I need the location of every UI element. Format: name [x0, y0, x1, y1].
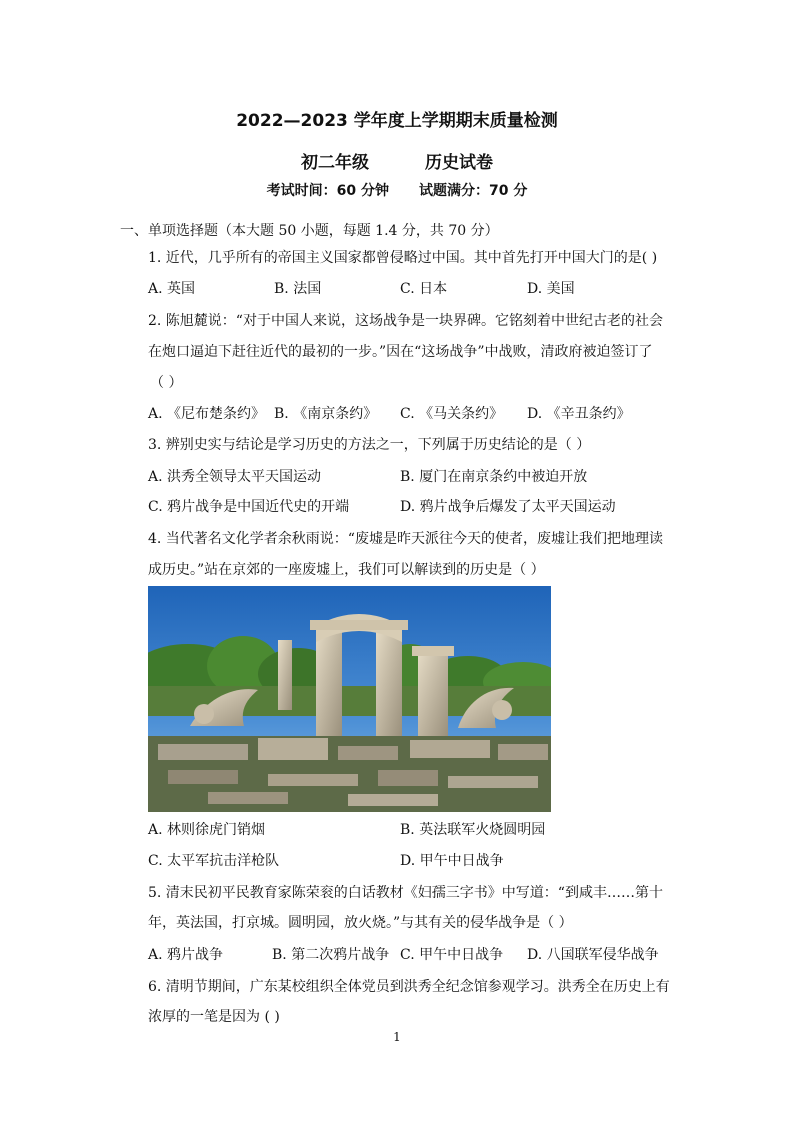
exam-title: 2022—2023 学年度上学期期末质量检测 [236, 111, 558, 131]
question-2-text-line-3: （ ） [150, 375, 183, 391]
question-4-option-c: C. 太平军抗击洋枪队 [148, 853, 280, 869]
section-heading: 一、单项选择题（本大题 50 小题，每题 1.4 分，共 70 分） [120, 223, 499, 239]
ruins-photo [148, 586, 551, 812]
question-1-option-d: D. 美国 [527, 281, 575, 297]
question-2-text-line-1: 2. 陈旭麓说：“对于中国人来说，这场战争是一块界碑。它铭刻着中世纪古老的社会 [148, 313, 663, 329]
question-2-text-line-2: 在炮口逼迫下赶往近代的最初的一步。”因在“这场战争”中战败，清政府被迫签订了 [148, 344, 653, 360]
grade-label: 初二年级 [301, 153, 369, 173]
exam-subtitle [0, 148, 794, 173]
question-3-option-b: B. 厦门在南京条约中被迫开放 [400, 469, 588, 485]
question-3-option-c: C. 鸦片战争是中国近代史的开端 [148, 499, 350, 515]
question-5-text-line-1: 5. 清末民初平民教育家陈荣衮的白话教材《妇孺三字书》中写道：“到咸丰……第十 [148, 885, 663, 901]
question-3-option-a: A. 洪秀全领导太平天国运动 [148, 469, 322, 485]
page-number: 1 [393, 1030, 401, 1044]
question-4-option-b: B. 英法联军火烧圆明园 [400, 822, 546, 838]
subject-label: 历史试卷 [425, 153, 493, 173]
question-1-option-a: A. 英国 [148, 281, 196, 297]
exam-time: 考试时间：60 分钟 [266, 183, 389, 199]
question-3-text: 3. 辨别史实与结论是学习历史的方法之一，下列属于历史结论的是（ ） [148, 437, 591, 453]
question-6-text-line-1: 6. 清明节期间，广东某校组织全体党员到洪秀全纪念馆参观学习。洪秀全在历史上有 [148, 979, 670, 995]
question-4-option-d: D. 甲午中日战争 [400, 853, 504, 869]
exam-info [0, 180, 794, 200]
question-5-option-b: B. 第二次鸦片战争 [272, 947, 390, 963]
question-2-option-d: D. 《辛丑条约》 [527, 406, 631, 422]
question-5-option-c: C. 甲午中日战争 [400, 947, 504, 963]
question-3-option-d: D. 鸦片战争后爆发了太平天国运动 [400, 499, 616, 515]
question-2-option-a: A. 《尼布楚条约》 [148, 406, 266, 422]
question-5-option-d: D. 八国联军侵华战争 [527, 947, 659, 963]
question-4-text-line-2: 成历史。”站在京郊的一座废墟上，我们可以解读到的历史是（ ） [148, 562, 545, 578]
exam-score: 试题满分：70 分 [419, 183, 528, 199]
question-6-text-line-2: 浓厚的一笔是因为 ( ) [148, 1009, 280, 1025]
question-5-option-a: A. 鸦片战争 [148, 947, 224, 963]
question-4-option-a: A. 林则徐虎门销烟 [148, 822, 266, 838]
question-4-text-line-1: 4. 当代著名文化学者余秋雨说：“废墟是昨天派往今天的使者，废墟让我们把地理读 [148, 531, 663, 547]
question-5-text-line-2: 年，英法国，打京城。圆明园，放火烧。”与其有关的侵华战争是（ ） [148, 915, 573, 931]
question-1-text: 1. 近代，几乎所有的帝国主义国家都曾侵略过中国。其中首先打开中国大门的是( ) [148, 250, 658, 266]
question-2-option-c: C. 《马关条约》 [400, 406, 504, 422]
question-1-option-c: C. 日本 [400, 281, 448, 297]
question-1-option-b: B. 法国 [274, 281, 322, 297]
question-2-option-b: B. 《南京条约》 [274, 406, 378, 422]
